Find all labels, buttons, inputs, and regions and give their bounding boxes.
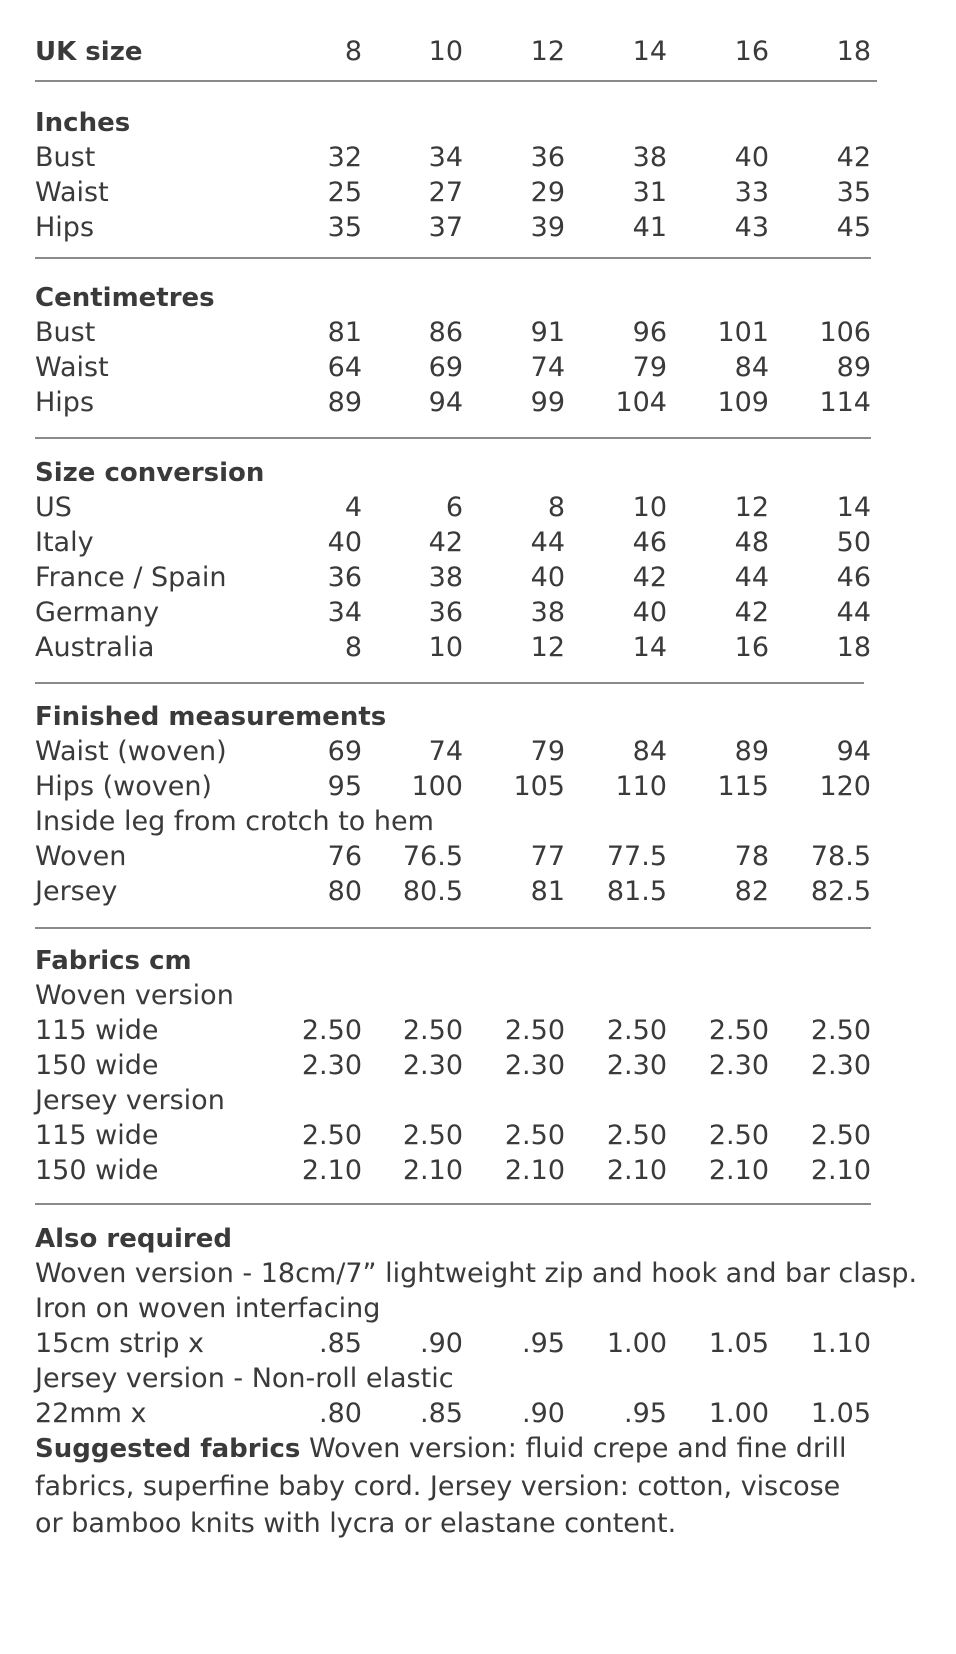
row-label: 150 wide xyxy=(35,1050,159,1081)
subheading-row xyxy=(0,804,956,840)
value-cell: 2.50 xyxy=(810,1120,871,1151)
row-label: US xyxy=(35,492,72,523)
table-row xyxy=(0,560,956,596)
value-cell: 4 xyxy=(344,492,362,523)
divider xyxy=(35,437,871,439)
section-header xyxy=(0,1221,956,1257)
size-header-cell: 18 xyxy=(836,36,871,67)
value-cell: 10 xyxy=(632,492,667,523)
value-cell: 1.05 xyxy=(810,1398,871,1429)
value-cell: 2.10 xyxy=(810,1155,871,1186)
value-cell: 82.5 xyxy=(810,876,871,907)
value-cell: 31 xyxy=(632,177,667,208)
value-cell: 78 xyxy=(734,841,769,872)
value-cell: 36 xyxy=(327,562,362,593)
row-label: Bust xyxy=(35,142,96,173)
value-cell: 44 xyxy=(836,597,871,628)
value-cell: 38 xyxy=(632,142,667,173)
table-row xyxy=(0,874,956,910)
table-row xyxy=(0,350,956,386)
row-label: 22mm x xyxy=(35,1398,147,1429)
value-cell: 38 xyxy=(428,562,463,593)
value-cell: 94 xyxy=(428,387,463,418)
value-cell: 69 xyxy=(327,736,362,767)
table-row xyxy=(0,175,956,211)
value-cell: 2.10 xyxy=(301,1155,362,1186)
value-cell: 29 xyxy=(530,177,565,208)
row-label: 115 wide xyxy=(35,1120,159,1151)
value-cell: 12 xyxy=(530,632,565,663)
value-cell: 40 xyxy=(530,562,565,593)
value-cell: 69 xyxy=(428,352,463,383)
subheading-row xyxy=(0,1256,956,1292)
subheading-row xyxy=(0,1083,956,1119)
section-title: Centimetres xyxy=(35,283,215,313)
value-cell: 40 xyxy=(734,142,769,173)
table-row xyxy=(0,595,956,631)
value-cell: 43 xyxy=(734,212,769,243)
value-cell: 82 xyxy=(734,876,769,907)
value-cell: 77 xyxy=(530,841,565,872)
header-row xyxy=(0,34,956,70)
value-cell: 2.50 xyxy=(504,1120,565,1151)
value-cell: 79 xyxy=(530,736,565,767)
value-cell: 2.30 xyxy=(301,1050,362,1081)
section-header xyxy=(0,105,956,141)
value-cell: 42 xyxy=(428,527,463,558)
row-label: Jersey version xyxy=(35,1085,225,1116)
row-label: Hips xyxy=(35,212,95,243)
value-cell: 81 xyxy=(327,317,362,348)
row-label: Hips xyxy=(35,387,95,418)
value-cell: 14 xyxy=(632,632,667,663)
value-cell: 84 xyxy=(734,352,769,383)
value-cell: 10 xyxy=(428,632,463,663)
size-header-cell: 14 xyxy=(632,36,667,67)
header-label: UK size xyxy=(35,37,143,67)
row-label: Germany xyxy=(35,597,160,628)
row-label: Inside leg from crotch to hem xyxy=(35,806,434,837)
row-label: Woven xyxy=(35,841,127,872)
value-cell: 41 xyxy=(632,212,667,243)
table-row xyxy=(0,210,956,246)
value-cell: 42 xyxy=(836,142,871,173)
value-cell: 44 xyxy=(530,527,565,558)
value-cell: 2.30 xyxy=(810,1050,871,1081)
table-row xyxy=(0,1048,956,1084)
value-cell: 2.50 xyxy=(708,1120,769,1151)
divider xyxy=(35,682,864,684)
value-cell: 36 xyxy=(428,597,463,628)
value-cell: 34 xyxy=(327,597,362,628)
value-cell: 114 xyxy=(819,387,871,418)
value-cell: 110 xyxy=(615,771,667,802)
row-label: Italy xyxy=(35,527,94,558)
value-cell: 79 xyxy=(632,352,667,383)
value-cell: 96 xyxy=(632,317,667,348)
table-row xyxy=(0,734,956,770)
size-header-cell: 16 xyxy=(734,36,769,67)
value-cell: 27 xyxy=(428,177,463,208)
value-cell: 33 xyxy=(734,177,769,208)
value-cell: 76 xyxy=(327,841,362,872)
value-cell: 104 xyxy=(615,387,667,418)
row-label: Bust xyxy=(35,317,96,348)
value-cell: 25 xyxy=(327,177,362,208)
value-cell: 2.10 xyxy=(504,1155,565,1186)
divider xyxy=(35,1203,871,1205)
table-row xyxy=(0,525,956,561)
value-cell: .85 xyxy=(420,1398,463,1429)
value-cell: 16 xyxy=(734,632,769,663)
value-cell: 91 xyxy=(530,317,565,348)
value-cell: 2.30 xyxy=(708,1050,769,1081)
suggested-fabrics-text: or bamboo knits with lycra or elastane content. xyxy=(35,1508,677,1539)
row-label: 15cm strip x xyxy=(35,1328,205,1359)
value-cell: 48 xyxy=(734,527,769,558)
value-cell: 89 xyxy=(327,387,362,418)
row-label: Hips (woven) xyxy=(35,771,212,802)
suggested-fabrics-text: fabrics, superfine baby cord. Jersey version: cotton, viscose xyxy=(35,1471,841,1502)
section-title: Finished measurements xyxy=(35,702,387,732)
value-cell: 40 xyxy=(327,527,362,558)
value-cell: 50 xyxy=(836,527,871,558)
row-label: 115 wide xyxy=(35,1015,159,1046)
value-cell: 2.30 xyxy=(504,1050,565,1081)
value-cell: 2.10 xyxy=(606,1155,667,1186)
section-header xyxy=(0,280,956,316)
value-cell: 2.50 xyxy=(606,1015,667,1046)
value-cell: 105 xyxy=(513,771,565,802)
value-cell: 100 xyxy=(411,771,463,802)
value-cell: 39 xyxy=(530,212,565,243)
value-cell: 34 xyxy=(428,142,463,173)
value-cell: 74 xyxy=(428,736,463,767)
value-cell: 95 xyxy=(327,771,362,802)
value-cell: 86 xyxy=(428,317,463,348)
value-cell: 120 xyxy=(819,771,871,802)
size-header-cell: 12 xyxy=(530,36,565,67)
row-label: Jersey xyxy=(35,876,118,907)
value-cell: 2.50 xyxy=(301,1015,362,1046)
value-cell: 8 xyxy=(344,632,362,663)
value-cell: 44 xyxy=(734,562,769,593)
row-label: Woven version - 18cm/7” lightweight zip and hook and bar clasp. xyxy=(35,1258,918,1289)
table-row xyxy=(0,1013,956,1049)
table-row xyxy=(0,315,956,351)
value-cell: 78.5 xyxy=(810,841,871,872)
value-cell: 109 xyxy=(717,387,769,418)
table-row xyxy=(0,839,956,875)
value-cell: 81.5 xyxy=(606,876,667,907)
value-cell: 1.05 xyxy=(708,1328,769,1359)
value-cell: 35 xyxy=(836,177,871,208)
row-label: Jersey version - Non-roll elastic xyxy=(35,1363,454,1394)
value-cell: 80.5 xyxy=(402,876,463,907)
divider xyxy=(35,80,877,82)
value-cell: 2.30 xyxy=(402,1050,463,1081)
table-row xyxy=(0,490,956,526)
value-cell: 2.50 xyxy=(504,1015,565,1046)
value-cell: 45 xyxy=(836,212,871,243)
value-cell: 32 xyxy=(327,142,362,173)
size-header-cell: 10 xyxy=(428,36,463,67)
value-cell: 74 xyxy=(530,352,565,383)
value-cell: .90 xyxy=(522,1398,565,1429)
value-cell: 46 xyxy=(836,562,871,593)
value-cell: 84 xyxy=(632,736,667,767)
value-cell: 1.10 xyxy=(810,1328,871,1359)
value-cell: 2.50 xyxy=(301,1120,362,1151)
value-cell: .90 xyxy=(420,1328,463,1359)
section-title: Also required xyxy=(35,1224,232,1254)
section-header xyxy=(0,699,956,735)
row-label: France / Spain xyxy=(35,562,227,593)
table-row xyxy=(0,140,956,176)
value-cell: 37 xyxy=(428,212,463,243)
table-row xyxy=(0,1118,956,1154)
value-cell: 77.5 xyxy=(606,841,667,872)
suggested-fabrics xyxy=(35,1430,945,1542)
value-cell: 2.50 xyxy=(402,1015,463,1046)
value-cell: 35 xyxy=(327,212,362,243)
value-cell: 38 xyxy=(530,597,565,628)
value-cell: 64 xyxy=(327,352,362,383)
section-title: Fabrics cm xyxy=(35,946,192,976)
value-cell: 115 xyxy=(717,771,769,802)
table-row xyxy=(0,1396,956,1432)
value-cell: 18 xyxy=(836,632,871,663)
value-cell: 8 xyxy=(547,492,565,523)
row-label: Australia xyxy=(35,632,155,663)
value-cell: 1.00 xyxy=(708,1398,769,1429)
subheading-row xyxy=(0,1361,956,1397)
section-header xyxy=(0,455,956,491)
value-cell: .95 xyxy=(624,1398,667,1429)
value-cell: 2.50 xyxy=(402,1120,463,1151)
value-cell: 2.50 xyxy=(606,1120,667,1151)
value-cell: 76.5 xyxy=(402,841,463,872)
value-cell: 101 xyxy=(717,317,769,348)
row-label: Waist (woven) xyxy=(35,736,227,767)
value-cell: 40 xyxy=(632,597,667,628)
divider xyxy=(35,927,871,929)
value-cell: 2.50 xyxy=(708,1015,769,1046)
section-title: Size conversion xyxy=(35,458,265,488)
row-label: Woven version xyxy=(35,980,234,1011)
row-label: 150 wide xyxy=(35,1155,159,1186)
value-cell: .80 xyxy=(319,1398,362,1429)
row-label: Waist xyxy=(35,352,109,383)
table-row xyxy=(0,769,956,805)
value-cell: 36 xyxy=(530,142,565,173)
size-header-cell: 8 xyxy=(344,36,362,67)
value-cell: 89 xyxy=(734,736,769,767)
value-cell: 12 xyxy=(734,492,769,523)
value-cell: 89 xyxy=(836,352,871,383)
value-cell: 42 xyxy=(734,597,769,628)
value-cell: 94 xyxy=(836,736,871,767)
section-title: Inches xyxy=(35,108,131,138)
divider xyxy=(35,257,871,259)
section-header xyxy=(0,943,956,979)
table-row xyxy=(0,385,956,421)
suggested-fabrics-text: Woven version: fluid crepe and fine drill xyxy=(300,1433,847,1464)
value-cell: 46 xyxy=(632,527,667,558)
row-label: Waist xyxy=(35,177,109,208)
table-row xyxy=(0,630,956,666)
value-cell: 2.30 xyxy=(606,1050,667,1081)
value-cell: 2.10 xyxy=(402,1155,463,1186)
value-cell: 1.00 xyxy=(606,1328,667,1359)
row-label: Iron on woven interfacing xyxy=(35,1293,381,1324)
table-row xyxy=(0,1326,956,1362)
value-cell: 6 xyxy=(445,492,463,523)
value-cell: .85 xyxy=(319,1328,362,1359)
value-cell: .95 xyxy=(522,1328,565,1359)
value-cell: 99 xyxy=(530,387,565,418)
table-row xyxy=(0,1153,956,1189)
value-cell: 14 xyxy=(836,492,871,523)
value-cell: 42 xyxy=(632,562,667,593)
value-cell: 81 xyxy=(530,876,565,907)
value-cell: 106 xyxy=(819,317,871,348)
value-cell: 2.10 xyxy=(708,1155,769,1186)
subheading-row xyxy=(0,1291,956,1327)
value-cell: 2.50 xyxy=(810,1015,871,1046)
subheading-row xyxy=(0,978,956,1014)
suggested-fabrics-label: Suggested fabrics xyxy=(35,1434,301,1464)
value-cell: 80 xyxy=(327,876,362,907)
